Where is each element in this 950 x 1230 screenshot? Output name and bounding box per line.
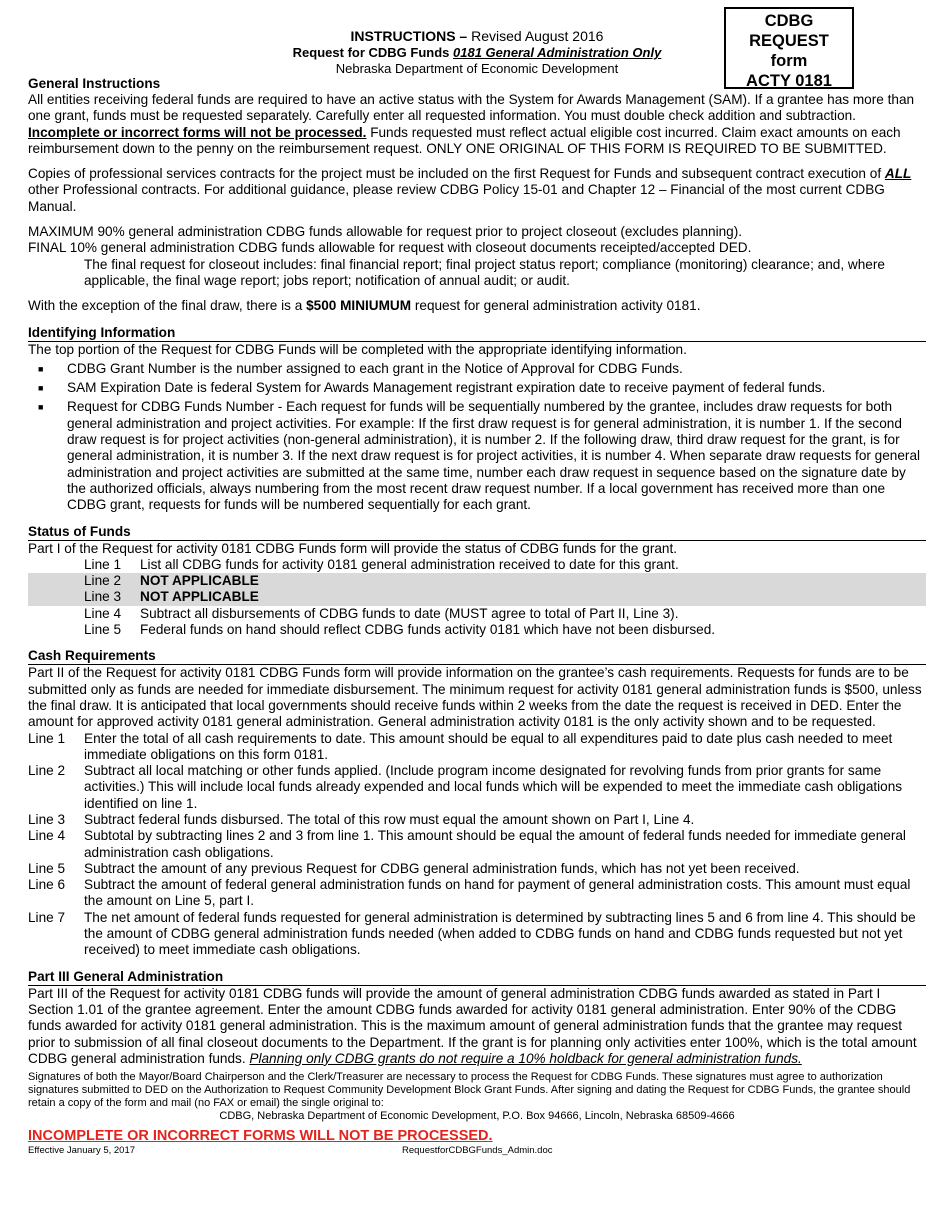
cash-line — [28, 731, 926, 764]
status-lines — [28, 557, 926, 638]
cash-line — [28, 877, 926, 910]
list-item: ■ Request for CDBG Funds Number - Each request for funds will be sequentially numbered by the grantee, includes draw requests for both general administration and project activities. For example: If the first draw request is for general administration, it is number 1. If the second draw request is for project activities (non-general administration), it is number 2. If the following draw, third draw request for the grant, is for general administration, it is number 3. If the next draw request is for project activities, it is number 4. When separate draw requests for general administration and project activities are submitted at the same time, number each draw request in sequence based on the signature date by the authorized officials, always numbering from the most recent draw request number. If a local government has received more than one CDBG grant, requests for funds will be numbered sequentially for each grant. — [28, 399, 926, 513]
line-label: Line 2 — [28, 763, 66, 779]
general-text: request for general administration activity 0181. — [411, 298, 701, 314]
list-item: ■ SAM Expiration Date is federal System for Awards Management registrant expiration date to receive payment of federal funds. — [28, 380, 926, 396]
request-activity: 0181 General Administration Only — [453, 45, 662, 60]
mailing-address: CDBG, Nebraska Department of Economic Development, P.O. Box 94666, Lincoln, Nebraska 68509-4666 — [219, 1110, 735, 1123]
identifying-list — [28, 361, 926, 514]
line-label: Line 3 — [84, 589, 122, 605]
document-body — [28, 75, 926, 1157]
line-label: Line 5 — [28, 860, 66, 876]
line-label: Line 2 — [84, 573, 122, 589]
cash-lines — [28, 731, 926, 959]
minimum-amount: $500 MINIUMUM — [306, 298, 412, 314]
line-label: Line 4 — [84, 605, 122, 621]
general-text: With the exception of the final draw, there is a — [28, 298, 307, 314]
status-line — [28, 606, 926, 622]
general-paragraph-2 — [28, 166, 926, 215]
line-text: Enter the total of all cash requirements to date. This amount should be equal to all expenditures paid to date plus cash needed to meet immediate obligations on this form 0181. — [84, 730, 893, 762]
instructions-label: INSTRUCTIONS – — [350, 28, 468, 44]
identifying-heading: Identifying Information — [28, 324, 926, 342]
cash-heading: Cash Requirements — [28, 647, 926, 665]
line-label: Line 1 — [28, 730, 66, 746]
badge-line: CDBG — [764, 12, 814, 30]
cash-intro: Part II of the Request for activity 0181 CDBG Funds form will provide information on the grantee’s cash requirements. Requests for funds are to be submitted only as funds are needed for immediate disbursement. The minimum request for activity 0181 general administration funds is $500, unless the final draw. It is anticipated that local governments should receive funds within 2 weeks from the date the request is received in DED. Enter the amount for approved activity 0181 general administration. General administration activity 0181 is the only activity shown and to be requested. — [28, 665, 922, 730]
badge-line: REQUEST — [749, 32, 829, 50]
request-label: Request for CDBG Funds — [292, 45, 454, 60]
general-text: other Professional contracts. For additional guidance, please review CDBG Policy 15-01 and Chapter 12 – Financial of the most current CDBG Manual. — [28, 182, 885, 214]
line-label: Line 6 — [28, 877, 66, 893]
line-text: Subtract all local matching or other funds applied. (Include program income designated for revolving funds from prior grants for same activities.) This will include local funds already expended and local funds which will be expended to meet the immediate cash obligations identified on line 1. — [84, 763, 903, 811]
signatures-paragraph: Signatures of both the Mayor/Board Chairperson and the Clerk/Treasurer are necessary to process the Request for CDBG Funds. These signatures must agree to authorization signatures submitted to DED on the Authorization to Request Community Development Block Grant Funds. After signing and dating the Request for CDBG Funds, the grantee should retain a copy of the form and mail (no FAX or email) the single original to: — [28, 1071, 911, 1110]
identifying-intro: The top portion of the Request for CDBG Funds will be completed with the appropriate identifying information. — [28, 341, 687, 357]
cash-line — [28, 828, 926, 861]
line-text: NOT APPLICABLE — [140, 573, 259, 589]
line-text: The net amount of federal funds requested for general administration is determined by subtracting lines 5 and 6 from line 4. This should be the amount of CDBG general administration funds needed (when added to CDBG funds on hand and CDBG funds requested but not yet received) to meet immediate cash obligations. — [84, 909, 916, 958]
line-label: Line 1 — [84, 556, 122, 572]
status-intro: Part I of the Request for activity 0181 CDBG Funds form will provide the status of CDBG funds for the grant. — [28, 540, 678, 556]
general-text: All entities receiving federal funds are required to have an active status with the System for Awards Management (SAM). If a grantee has more than one grant, funds must be requested separately. Carefully enter all requested information. You must double check addition and subtraction. — [28, 92, 915, 124]
part3-heading: Part III General Administration — [28, 968, 926, 986]
incomplete-warning: INCOMPLETE OR INCORRECT FORMS WILL NOT BE PROCESSED. — [28, 1128, 493, 1145]
line-label: Line 3 — [28, 811, 66, 827]
line-text: Subtract federal funds disbursed. The total of this row must equal the amount shown on Part I, Line 4. — [84, 811, 695, 827]
status-heading: Status of Funds — [28, 523, 926, 541]
cash-line — [28, 910, 926, 959]
revised-date: Revised August 2016 — [467, 28, 604, 44]
general-heading: General Instructions — [28, 76, 161, 91]
cash-line — [28, 861, 926, 877]
effective-date: Effective January 5, 2017 — [28, 1145, 136, 1157]
minimum-paragraph — [28, 298, 926, 314]
line-label: Line 7 — [28, 909, 66, 925]
closeout-paragraph: The final request for closeout includes: final financial report; final project status report; compliance (monitoring) clearance; and, where applicable, the final wage report; jobs report; notification of annual audit; or audit. — [84, 256, 885, 288]
status-line — [28, 622, 926, 638]
cash-line — [28, 812, 926, 828]
cash-line — [28, 763, 926, 812]
line-label: Line 4 — [28, 828, 66, 844]
line-text: Federal funds on hand should reflect CDBG funds activity 0181 which have not been disbursed. — [140, 622, 716, 638]
file-name: RequestforCDBGFunds_Admin.doc — [402, 1145, 553, 1157]
general-text: Copies of professional services contracts for the project must be included on the first Request for Funds and subsequent contract execution of — [28, 166, 885, 182]
line-text: Subtract the amount of federal general administration funds on hand for payment of general administration costs. This amount must equal the amount on Line 5, part I. — [84, 877, 911, 909]
incomplete-warning-inline: Incomplete or incorrect forms will not be processed. — [28, 124, 367, 140]
maximum-paragraph: MAXIMUM 90% general administration CDBG funds allowable for request prior to project closeout (excludes planning). — [28, 224, 743, 240]
badge-line: form — [770, 52, 808, 70]
status-line — [28, 589, 926, 605]
line-text: Subtotal by subtracting lines 2 and 3 from line 1. This amount should be equal the amount of federal funds needed for immediate general administration cash obligations. — [84, 828, 906, 860]
planning-note: Planning only CDBG grants do not require a 10% holdback for general administration funds. — [249, 1050, 802, 1066]
status-line — [28, 557, 926, 573]
all-emphasis: ALL — [884, 166, 912, 182]
line-text: Subtract the amount of any previous Request for CDBG general administration funds, which has not yet been received. — [84, 860, 800, 876]
final-paragraph: FINAL 10% general administration CDBG funds allowable for request with closeout documents receipted/accepted DED. — [28, 240, 752, 256]
status-line — [28, 573, 926, 589]
list-item: ■ CDBG Grant Number is the number assigned to each grant in the Notice of Approval for CDBG Funds. — [28, 361, 926, 377]
line-label: Line 5 — [84, 622, 122, 638]
document-footer — [28, 1145, 926, 1157]
part3-paragraph — [28, 986, 926, 1067]
line-text: List all CDBG funds for activity 0181 general administration received to date for this grant. — [140, 556, 679, 572]
general-text: Funds requested must reflect actual eligible cost incurred. Claim exact amounts on each reimbursement down to the penny on the reimbursement request. ONLY ONE ORIGINAL OF THIS FORM IS REQUIRED TO BE SUBMITTED. — [28, 124, 901, 156]
department-name: Nebraska Department of Economic Development — [335, 61, 619, 76]
general-paragraph-1 — [28, 92, 926, 157]
part3-text: Part III of the Request for activity 0181 CDBG funds will provide the amount of general administration CDBG funds awarded as stated in Part I Section 1.01 of the grantee agreement. Enter the amount CDBG funds awarded for activity 0181 general administration. Enter 90% of the CDBG funds awarded for activity 0181 general administration. This is the maximum amount of general administration funds that the grantee may request prior to submission of all final closeout documents to the Department. If the grant is for planning only activities enter 100%, which is the total amount CDBG general administration funds. — [28, 985, 917, 1066]
badge-line: ACTY 0181 — [746, 72, 832, 90]
line-text: Subtract all disbursements of CDBG funds to date (MUST agree to total of Part II, Line 3). — [140, 605, 679, 621]
line-text: NOT APPLICABLE — [140, 589, 259, 605]
